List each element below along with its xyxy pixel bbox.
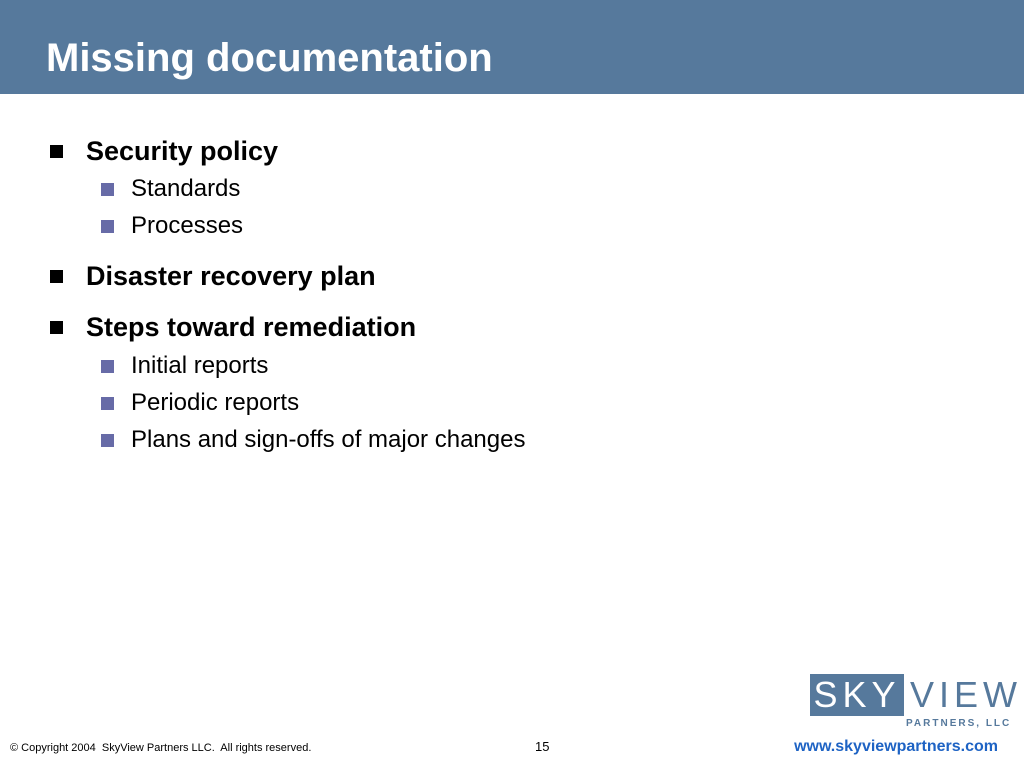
sub-bullet-initial-reports: [101, 351, 268, 381]
bullet-text: Security policy: [86, 135, 279, 166]
bullet-disaster-recovery: [50, 259, 376, 293]
square-bullet-icon: [50, 145, 63, 158]
bullet-text: Steps toward remediation: [86, 311, 417, 342]
logo-subtitle: PARTNERS, LLC: [906, 718, 1012, 729]
square-sub-bullet-icon: [101, 220, 114, 233]
sub-bullet-text: Plans and sign-offs of major changes: [131, 426, 526, 453]
page-number: 15: [535, 739, 550, 754]
skyview-logo: [810, 674, 1023, 732]
sub-bullet-text: Initial reports: [131, 352, 269, 379]
sub-bullet-periodic-reports: [101, 388, 299, 418]
square-bullet-icon: [50, 321, 63, 334]
sub-bullet-text: Periodic reports: [131, 389, 300, 416]
sub-bullet-processes: [101, 211, 243, 241]
sub-bullet-plans-signoffs: [101, 425, 525, 455]
sub-bullet-text: Processes: [131, 212, 244, 239]
footer-copyright: © Copyright 2004 SkyView Partners LLC. All rights reserved.: [10, 742, 312, 754]
square-bullet-icon: [50, 270, 63, 283]
bullet-steps-remediation: [50, 310, 416, 344]
square-sub-bullet-icon: [101, 183, 114, 196]
square-sub-bullet-icon: [101, 397, 114, 410]
logo-word-view: VIEW: [910, 674, 1023, 715]
square-sub-bullet-icon: [101, 434, 114, 447]
footer-website-link[interactable]: www.skyviewpartners.com: [794, 738, 998, 755]
title-bar: [0, 0, 1024, 94]
bullet-security-policy: [50, 134, 278, 168]
logo-word-sky: SKY: [813, 674, 901, 715]
square-sub-bullet-icon: [101, 360, 114, 373]
bullet-text: Disaster recovery plan: [86, 260, 376, 291]
slide-title: Missing documentation: [46, 36, 493, 80]
sub-bullet-standards: [101, 174, 240, 204]
sub-bullet-text: Standards: [131, 175, 241, 202]
